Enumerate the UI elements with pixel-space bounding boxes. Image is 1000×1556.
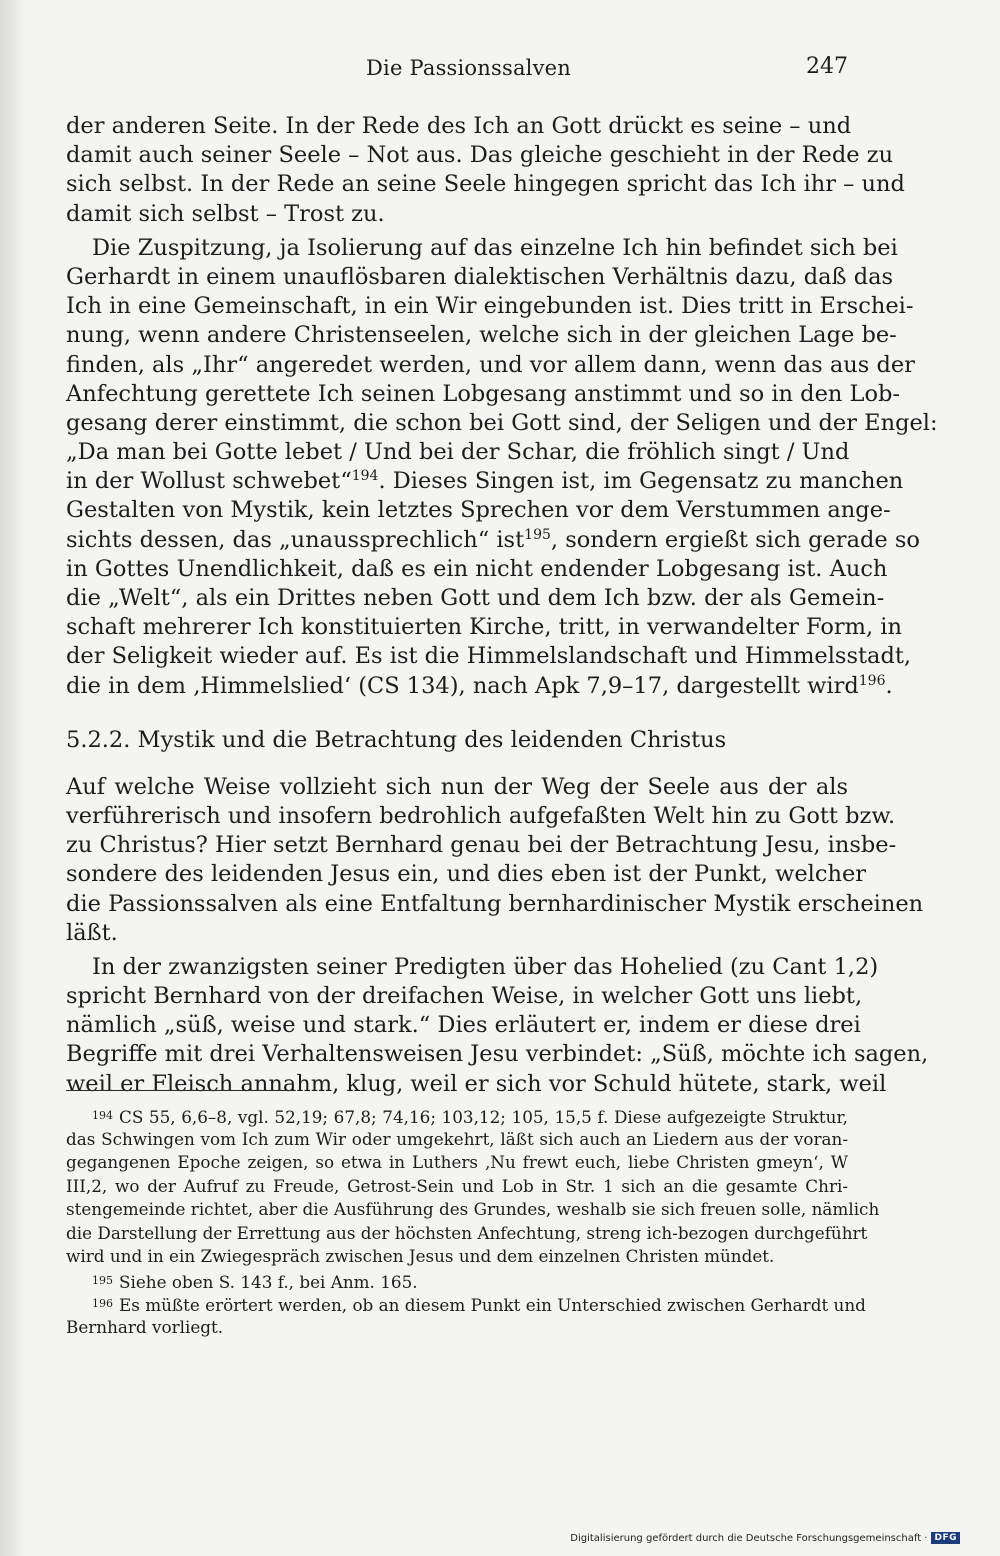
text-line: die Passionssalven als eine Entfaltung bernhardinischer Mystik erscheinen: [66, 890, 924, 917]
footnote-line: [66, 1104, 848, 1128]
digitization-credit: [570, 1532, 960, 1544]
text-line: In der zwanzigsten seiner Predigten über das Hohelied (zu Cant 1,2): [92, 953, 879, 980]
text-line: [66, 526, 920, 555]
text-line: „Da man bei Gotte lebet / Und bei der Schar, die fröhlich singt / Und: [66, 439, 850, 466]
text-span: Es müßte erörtert werden, ob an diesem Punkt ein Unterschied zwischen Gerhardt und: [119, 1295, 866, 1315]
paragraph: [66, 234, 938, 701]
text-line: Ich in eine Gemeinschaft, in ein Wir eingebunden ist. Dies tritt in Erschei-: [66, 293, 914, 320]
footnote-195: [66, 1269, 848, 1293]
footnote-line: gegangenen Epoche zeigen, so etwa in Luthers ‚Nu frewt euch, liebe Christen gmeyn‘, W: [66, 1152, 848, 1172]
text-line: in Gottes Unendlichkeit, daß es ein nicht endender Lobgesang ist. Auch: [66, 555, 888, 582]
main-text: [66, 112, 938, 1099]
digitization-text: Digitalisierung gefördert durch die Deutsche Forschungsgemeinschaft ·: [570, 1532, 928, 1544]
page-edge-shadow: [0, 0, 26, 1556]
paragraph: [66, 112, 905, 229]
text-line: Gestalten von Mystik, kein letztes Sprechen vor dem Verstummen ange-: [66, 497, 891, 524]
text-span: die in dem ‚Himmelslied‘ (CS 134), nach Apk 7,9–17, dargestellt wird: [66, 672, 859, 699]
text-line: gesang derer einstimmt, die schon bei Gott sind, der Seligen und der Engel:: [66, 409, 938, 436]
text-line: [66, 467, 904, 496]
footnote-line: wird und in ein Zwiegespräch zwischen Jesus und dem einzelnen Christen mündet.: [66, 1246, 775, 1266]
footnote-194: [66, 1104, 880, 1269]
dfg-logo: DFG: [931, 1532, 960, 1544]
footnote-line: Bernhard vorliegt.: [66, 1316, 224, 1337]
text-line: nung, wenn andere Christenseelen, welche sich in der gleichen Lage be-: [66, 322, 897, 349]
text-line: verführerisch und insofern bedrohlich aufgefaßten Welt hin zu Gott bzw.: [66, 802, 896, 829]
page-header: [66, 52, 848, 92]
footnote-196: [66, 1292, 866, 1339]
text-span: .: [885, 672, 893, 699]
paragraph: [66, 773, 924, 948]
text-span: sichts dessen, das „unaussprechlich“ ist: [66, 526, 525, 553]
footnote-line: III,2, wo der Aufruf zu Freude, Getrost-Sein und Lob in Str. 1 sich an die gesamte Chri-: [66, 1175, 848, 1196]
text-line: damit sich selbst – Trost zu.: [66, 200, 385, 227]
text-line: Die Zuspitzung, ja Isolierung auf das einzelne Ich hin befindet sich bei: [92, 234, 898, 261]
section-heading: 5.2.2. Mystik und die Betrachtung des leidenden Christus: [66, 726, 727, 753]
text-span: . Dieses Singen ist, im Gegensatz zu manchen: [378, 468, 904, 495]
text-line: schaft mehrerer Ich konstituierten Kirche, tritt, in verwandelter Form, in: [66, 614, 902, 641]
footnote-ref[interactable]: 194: [351, 468, 379, 485]
footnote-line: [66, 1269, 848, 1293]
text-line: [66, 672, 893, 701]
text-line: finden, als „Ihr“ angeredet werden, und vor allem dann, wenn das aus der: [66, 351, 915, 378]
footnote-line: [66, 1292, 866, 1316]
text-line: Anfechtung gerettete Ich seinen Lobgesang anstimmt und so in den Lob-: [66, 380, 901, 407]
text-line: die „Welt“, als ein Drittes neben Gott und dem Ich bzw. der als Gemein-: [66, 585, 885, 611]
text-line: Begriffe mit drei Verhaltensweisen Jesu verbindet: „Süß, möchte ich sagen,: [66, 1041, 929, 1068]
text-line: der Seligkeit wieder auf. Es ist die Himmelslandschaft und Himmelsstadt,: [66, 643, 912, 670]
text-line: läßt.: [66, 919, 118, 946]
footnote-ref[interactable]: 195: [524, 526, 551, 543]
text-line: Auf welche Weise vollzieht sich nun der Weg der Seele aus der als: [66, 773, 848, 800]
footnote-line: das Schwingen vom Ich zum Wir oder umgekehrt, läßt sich auch an Liedern aus der voran-: [66, 1128, 848, 1149]
page-number: 247: [806, 54, 848, 79]
footnote-line: die Darstellung der Errettung aus der höchsten Anfechtung, streng ich-bezogen durchgeführt: [66, 1222, 868, 1243]
text-line: der anderen Seite. In der Rede des Ich an Gott drückt es seine – und: [66, 113, 852, 139]
text-line: damit auch seiner Seele – Not aus. Das gleiche geschieht in der Rede zu: [66, 142, 894, 169]
footnote-separator: [66, 1090, 292, 1091]
text-line: sondere des leidenden Jesus ein, und dies eben ist der Punkt, welcher: [66, 861, 867, 888]
paragraph: [66, 953, 929, 1099]
footnote-number: 194: [92, 1109, 113, 1122]
footnote-line: stengemeinde richtet, aber die Ausführung des Grundes, weshalb sie sich freuen solle, nämlich: [66, 1199, 880, 1219]
text-line: zu Christus? Hier setzt Bernhard genau bei der Betrachtung Jesu, insbe-: [66, 832, 897, 859]
footnotes: [66, 1104, 880, 1339]
footnote-number: 196: [92, 1297, 113, 1310]
footnote-number: 195: [92, 1273, 113, 1287]
text-span: Siehe oben S. 143 f., bei Anm. 165.: [119, 1271, 418, 1292]
text-line: spricht Bernhard von der dreifachen Weise, in welcher Gott uns liebt,: [66, 983, 863, 1010]
running-title: Die Passionssalven: [366, 56, 572, 80]
text-span: CS 55, 6,6–8, vgl. 52,19; 67,8; 74,16; 103,12; 105, 15,5 f. Diese aufgezeigte Struktur,: [119, 1107, 848, 1127]
text-line: sich selbst. In der Rede an seine Seele hingegen spricht das Ich ihr – und: [66, 171, 905, 198]
text-line: Gerhardt in einem unauflösbaren dialektischen Verhältnis dazu, daß das: [66, 263, 894, 290]
text-line: nämlich „süß, weise und stark.“ Dies erläutert er, indem er diese drei: [66, 1012, 861, 1039]
text-span: , sondern ergießt sich gerade so: [550, 526, 920, 553]
footnote-ref[interactable]: 196: [858, 672, 886, 689]
text-line: weil er Fleisch annahm, klug, weil er sich vor Schuld hütete, stark, weil: [66, 1070, 887, 1097]
text-span: in der Wollust schwebet“: [66, 468, 352, 495]
